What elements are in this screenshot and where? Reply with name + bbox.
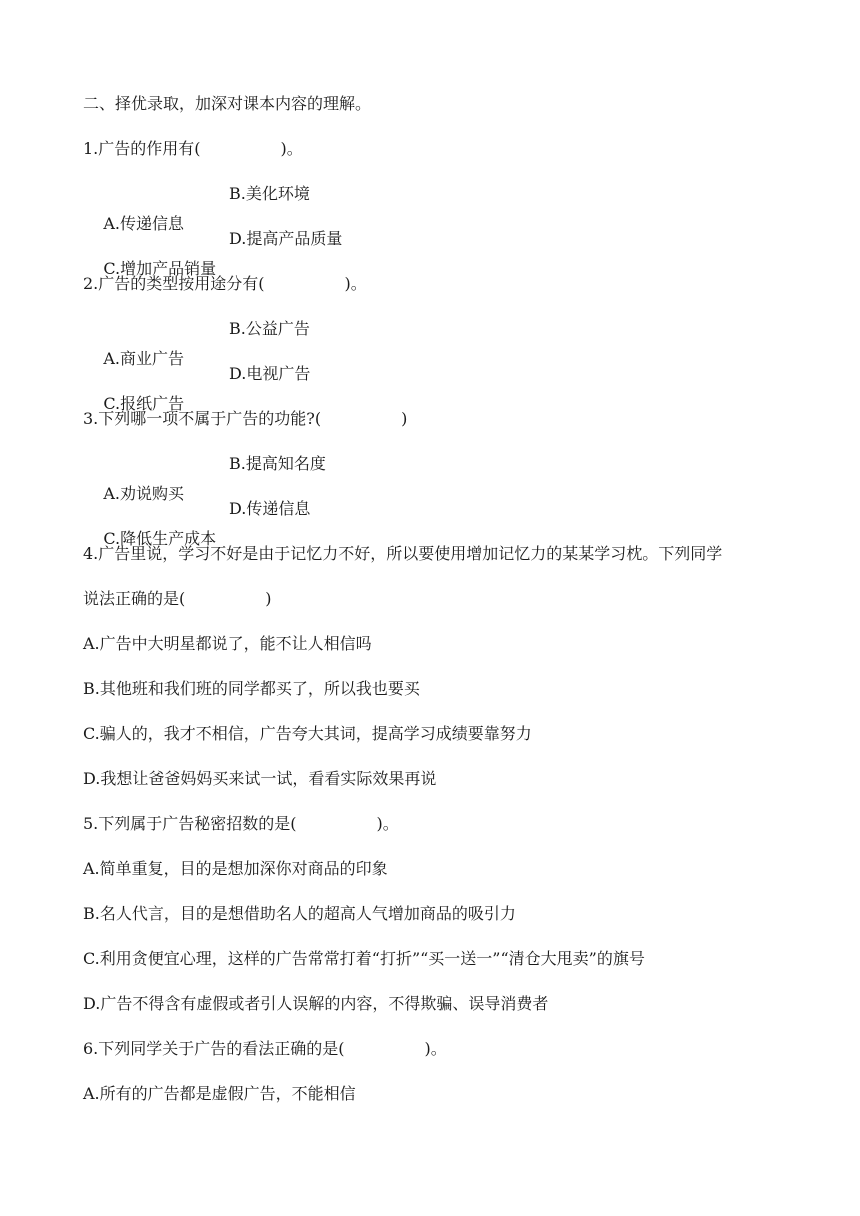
question-1-option-b: B.美化环境 — [229, 184, 310, 203]
question-5-stem: 5.下列属于广告秘密招数的是( )。 — [83, 814, 399, 833]
question-3-stem: 3.下列哪一项不属于广告的功能?( ) — [83, 409, 408, 428]
question-5-option-a: A.简单重复，目的是想加深你对商品的印象 — [83, 859, 388, 878]
question-1-option-d: D.提高产品质量 — [229, 229, 343, 248]
question-2-option-a: A.商业广告 — [103, 349, 184, 368]
question-2-stem: 2.广告的类型按用途分有( )。 — [83, 274, 367, 293]
question-3-option-c: C.降低生产成本 — [103, 529, 217, 548]
question-4-option-a: A.广告中大明星都说了，能不让人相信吗 — [83, 634, 372, 653]
question-3-option-b: B.提高知名度 — [229, 454, 326, 473]
question-1-stem: 1.广告的作用有( )。 — [83, 139, 303, 158]
question-2-option-c: C.报纸广告 — [103, 394, 185, 413]
section-title: 二、择优录取，加深对课本内容的理解。 — [83, 94, 372, 113]
question-1-options-row-1 — [83, 179, 310, 233]
question-1-option-c: C.增加产品销量 — [103, 259, 217, 278]
question-4-stem-line-1: 4.广告里说，学习不好是由于记忆力不好，所以要使用增加记忆力的某某学习枕。下列同学 — [83, 544, 723, 563]
question-5-option-c: C.利用贪便宜心理，这样的广告常常打着“打折”“买一送一”“清仓大甩卖”的旗号 — [83, 949, 645, 968]
question-6-option-a: A.所有的广告都是虚假广告，不能相信 — [83, 1084, 356, 1103]
question-4-option-b: B.其他班和我们班的同学都买了，所以我也要买 — [83, 679, 420, 698]
question-2-option-d: D.电视广告 — [229, 364, 311, 383]
question-1-options-row-2 — [83, 224, 343, 278]
question-3-option-a: A.劝说购买 — [103, 484, 184, 503]
question-3-options-row-2 — [83, 494, 311, 548]
question-2-option-b: B.公益广告 — [229, 319, 310, 338]
question-3-options-row-1 — [83, 449, 326, 503]
question-3-option-d: D.传递信息 — [229, 499, 311, 518]
question-6-stem: 6.下列同学关于广告的看法正确的是( )。 — [83, 1039, 447, 1058]
question-2-options-row-1 — [83, 314, 310, 368]
question-4-option-d: D.我想让爸爸妈妈买来试一试，看看实际效果再说 — [83, 769, 437, 788]
question-2-options-row-2 — [83, 359, 311, 413]
question-1-option-a: A.传递信息 — [103, 214, 184, 233]
question-4-option-c: C.骗人的，我才不相信，广告夸大其词，提高学习成绩要靠努力 — [83, 724, 532, 743]
question-4-stem-line-2: 说法正确的是( ) — [83, 589, 272, 608]
question-5-option-d: D.广告不得含有虚假或者引人误解的内容，不得欺骗、误导消费者 — [83, 994, 549, 1013]
question-5-option-b: B.名人代言，目的是想借助名人的超高人气增加商品的吸引力 — [83, 904, 516, 923]
